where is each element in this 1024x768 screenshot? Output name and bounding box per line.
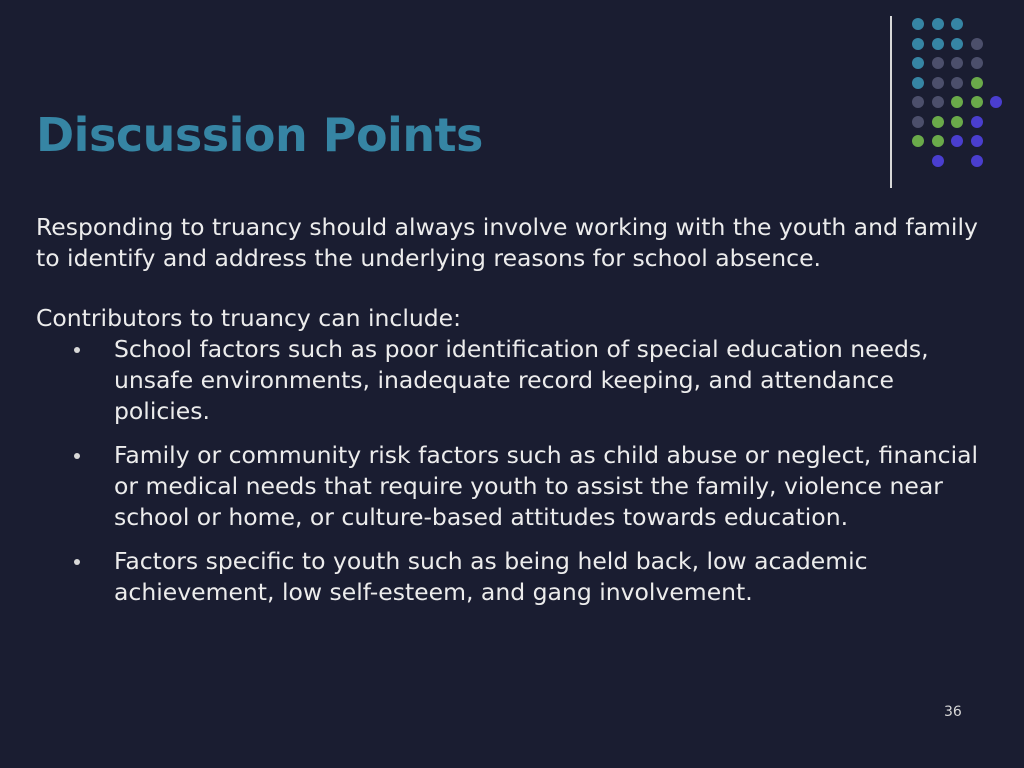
decorative-dot-icon [971,77,983,89]
intro-paragraph: Responding to truancy should always involve working with the youth and family to identify and address the underlying reasons for school absence. [36,213,978,272]
decorative-dot-icon [951,116,963,128]
bullet-list [36,334,996,608]
decorative-dot-grid [0,0,1024,200]
list-item-text: Family or community risk factors such as child abuse or neglect, financial or medical needs that require youth to assist the family, violence near school or home, or culture-based attitudes towards education. [114,441,979,531]
decorative-dot-icon [912,38,924,50]
page-number: 36 [944,704,962,720]
decorative-dot-icon [912,96,924,108]
decorative-dot-icon [951,135,963,147]
decorative-dot-icon [912,116,924,128]
vertical-divider [890,16,892,188]
decorative-dot-icon [971,38,983,50]
decorative-dot-icon [971,57,983,69]
decorative-dot-icon [912,77,924,89]
decorative-dot-icon [932,96,944,108]
bullet-dot-icon [74,347,80,353]
decorative-dot-icon [971,135,983,147]
decorative-dot-icon [932,38,944,50]
decorative-dot-icon [912,18,924,30]
list-item [36,334,996,427]
decorative-dot-icon [951,18,963,30]
decorative-dot-icon [951,96,963,108]
list-item [36,546,996,608]
decorative-dot-icon [971,96,983,108]
bullet-dot-icon [74,559,80,565]
decorative-dot-icon [990,96,1002,108]
decorative-dot-icon [932,116,944,128]
decorative-dot-icon [951,77,963,89]
decorative-dot-icon [912,135,924,147]
decorative-dot-icon [932,155,944,167]
decorative-dot-icon [932,77,944,89]
list-heading: Contributors to truancy can include: [36,304,462,332]
decorative-dot-icon [971,155,983,167]
decorative-dot-icon [951,57,963,69]
decorative-dot-icon [932,18,944,30]
decorative-dot-icon [932,135,944,147]
slide-title: Discussion Points [36,108,483,162]
decorative-dot-icon [971,116,983,128]
list-item-text: School factors such as poor identification of special education needs, unsafe environments, inadequate record keeping, and attendance policies. [114,335,929,425]
bullet-dot-icon [74,453,80,459]
decorative-dot-icon [951,38,963,50]
list-item [36,440,996,533]
list-item-text: Factors specific to youth such as being held back, low academic achievement, low self-esteem, and gang involvement. [114,547,868,606]
decorative-dot-icon [912,57,924,69]
slide-content [36,212,996,621]
decorative-dot-icon [932,57,944,69]
